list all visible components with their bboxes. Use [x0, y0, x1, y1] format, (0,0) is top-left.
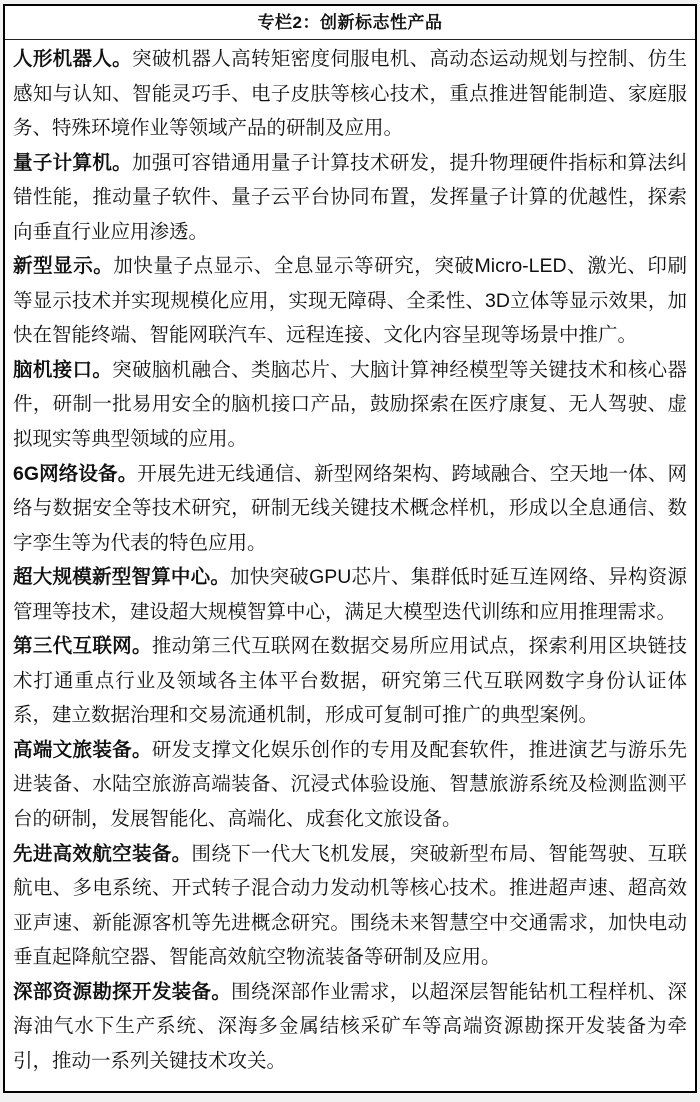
section-term: 新型显示。 [13, 255, 114, 278]
section-paragraph [13, 975, 687, 1079]
section-text: 推动第三代互联网在数据交易所应用试点，探索利用区块链技术打通重点行业及领域各主体平台数据，研究第三代互联网数字身份认证体系，建立数据治理和交易流通机制，形成可复制可推广的典型案例。 [13, 635, 687, 727]
section-term: 超大规模新型智算中心。 [13, 566, 231, 589]
section-paragraph [13, 249, 687, 353]
section-term: 6G网络设备。 [13, 462, 138, 485]
section-term: 深部资源勘探开发装备。 [13, 980, 232, 1003]
section-term: 先进高效航空装备。 [13, 842, 192, 865]
section-paragraph [13, 146, 687, 250]
section-text: 加强可容错通用量子计算技术研发，提升物理硬件指标和算法纠错性能，推动量子软件、量子云平台协同布置，发挥量子计算的优越性，探索向垂直行业应用渗透。 [13, 151, 687, 243]
section-text: 加快量子点显示、全息显示等研究，突破Micro-LED、激光、印刷等显示技术并实现规模化应用，实现无障碍、全柔性、3D立体等显示效果，加快在智能终端、智能网联汽车、远程连接、文化内容呈现等场景中推广。 [13, 255, 687, 347]
section-text: 围绕下一代大飞机发展，突破新型布局、智能驾驶、互联航电、多电系统、开式转子混合动力发动机等核心技术。推进超声速、超高效亚声速、新能源客机等先进概念研究。围绕未来智慧空中交通需求，加快电动垂直起降航空器、智能高效航空物流装备等研制及应用。 [13, 842, 687, 969]
special-column-box [3, 4, 697, 1093]
section-paragraph [13, 42, 687, 146]
section-paragraph [13, 560, 687, 629]
section-term: 人形机器人。 [13, 48, 132, 70]
section-term: 量子计算机。 [13, 151, 132, 174]
box-body [5, 40, 695, 1091]
section-paragraph [13, 629, 687, 733]
section-text: 开展先进无线通信、新型网络架构、跨域融合、空天地一体、网络与数据安全等技术研究，研制无线关键技术概念样机，形成以全息通信、数字孪生等为代表的特色应用。 [13, 462, 687, 554]
section-term: 脑机接口。 [13, 358, 113, 381]
section-term: 第三代互联网。 [13, 635, 152, 658]
section-text: 突破脑机融合、类脑芯片、大脑计算神经模型等关键技术和核心器件，研制一批易用安全的脑机接口产品，鼓励探索在医疗康复、无人驾驶、虚拟现实等典型领域的应用。 [13, 358, 687, 451]
section-text: 加快突破GPU芯片、集群低时延互连网络、异构资源管理等技术，建设超大规模智算中心，满足大模型迭代训练和应用推理需求。 [13, 566, 687, 623]
section-term: 高端文旅装备。 [13, 738, 152, 761]
section-text: 突破机器人高转矩密度伺服电机、高动态运动规划与控制、仿生感知与认知、智能灵巧手、电子皮肤等核心技术，重点推进智能制造、家庭服务、特殊环境作业等领域产品的研制及应用。 [13, 48, 687, 140]
box-title: 专栏2：创新标志性产品 [5, 6, 695, 40]
section-paragraph [13, 457, 687, 561]
section-text: 围绕深部作业需求，以超深层智能钻机工程样机、深海油气水下生产系统、深海多金属结核采矿车等高端资源勘探开发装备为牵引，推动一系列关键技术攻关。 [13, 980, 687, 1072]
section-paragraph [13, 733, 687, 837]
section-text: 研发支撑文化娱乐创作的专用及配套软件，推进演艺与游乐先进装备、水陆空旅游高端装备、沉浸式体验设施、智慧旅游系统及检测监测平台的研制，发展智能化、高端化、成套化文旅设备。 [13, 738, 687, 831]
section-paragraph [13, 353, 687, 457]
section-paragraph [13, 837, 687, 975]
